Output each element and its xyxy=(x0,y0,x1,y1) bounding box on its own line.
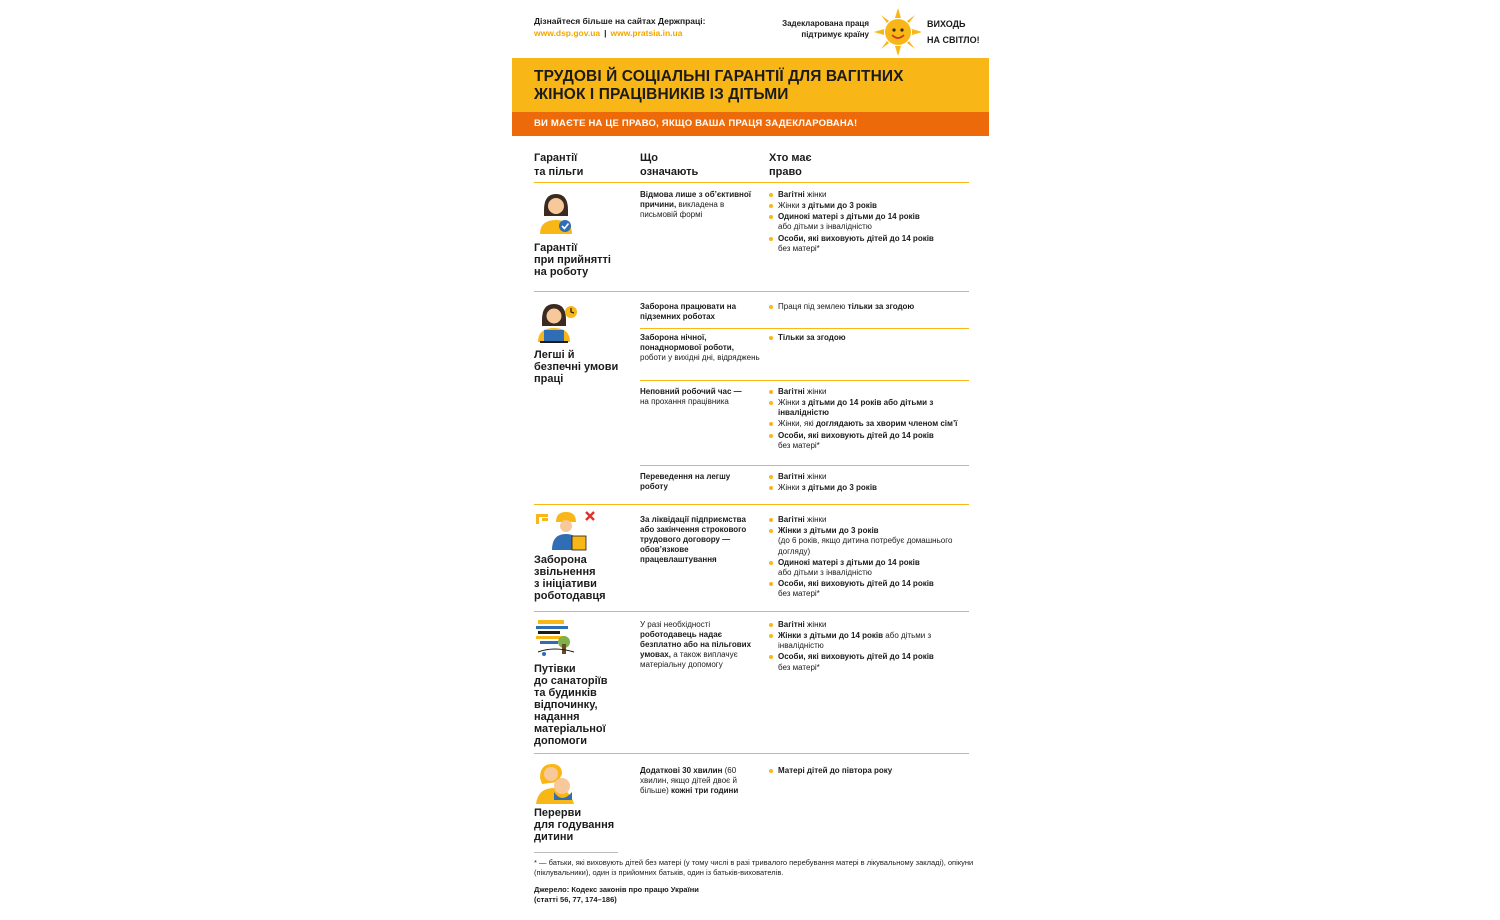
title-line: Гарантії xyxy=(534,242,578,254)
who-underground xyxy=(769,302,969,313)
link-dsp[interactable]: www.dsp.gov.ua xyxy=(534,28,601,38)
who-text: Жінки xyxy=(778,483,802,493)
list-item xyxy=(769,515,969,525)
who-feeding xyxy=(769,766,969,777)
link-pratsia[interactable]: www.pratsia.in.ua xyxy=(610,28,683,38)
desc-vouchers xyxy=(640,620,760,670)
desc-parttime xyxy=(640,387,760,407)
title-line-2: ЖІНОК І ПРАЦІВНИКІВ ІЗ ДІТЬМИ xyxy=(534,86,789,103)
subtitle-banner xyxy=(512,112,989,136)
column-header-guarantees xyxy=(534,152,583,179)
desc-bold: Відмова лише з об’єктивної причини, xyxy=(640,190,751,209)
column-header-who xyxy=(769,152,812,179)
dismissal-worker-icon xyxy=(534,508,598,552)
desc-dismissal: За ліквідації підприємства або закінчення строкового трудового договору — обов’язкове працевлаштування xyxy=(640,515,747,564)
title-line: Перерви xyxy=(534,807,582,819)
who-bold: Вагітні xyxy=(778,620,805,629)
list-item xyxy=(769,631,969,652)
desc-text: роботи у вихідні дні, відряджень xyxy=(640,353,760,362)
who-bold: з дітьми до 3 років xyxy=(801,201,877,211)
who-bold: тільки за згодою xyxy=(847,302,915,311)
links xyxy=(534,28,705,39)
who-text: без матері* xyxy=(778,243,820,253)
title-banner xyxy=(512,58,989,112)
who-bold: Вагітні xyxy=(778,515,805,524)
who-bold: доглядають за хворим членом сім’ї xyxy=(815,419,958,429)
sanatorium-voucher-icon xyxy=(534,616,578,660)
desc-text: а також виплачує матеріальну допомогу xyxy=(640,650,738,669)
divider xyxy=(534,753,969,754)
subtitle: ВИ МАЄТЕ НА ЦЕ ПРАВО, ЯКЩО ВАША ПРАЦЯ ЗАДЕКЛАРОВАНА! xyxy=(534,118,858,129)
list-item xyxy=(769,201,969,211)
section-title-conditions xyxy=(534,349,634,385)
section-title-feeding xyxy=(534,807,634,843)
title-line: матеріальної xyxy=(534,723,606,735)
list-item xyxy=(769,431,969,452)
list-item xyxy=(769,333,969,343)
info-block xyxy=(534,16,705,39)
who-bold: Вагітні xyxy=(778,190,805,199)
who-bold: Матері дітей до півтора року xyxy=(778,766,893,775)
title-line: на роботу xyxy=(534,266,589,278)
list-item xyxy=(769,234,969,255)
divider xyxy=(640,380,969,381)
sun-mascot-icon xyxy=(874,8,922,56)
column-header-meaning xyxy=(640,152,698,179)
title-line: безпечні умови xyxy=(534,361,619,373)
who-hiring xyxy=(769,190,969,255)
list-item xyxy=(769,387,969,397)
title-line: Легші й xyxy=(534,349,575,361)
title-line: звільнення xyxy=(534,566,596,578)
who-text: (до 6 років, якщо дитина потребує домашнього догляду) xyxy=(778,536,953,556)
title-line: з ініціативи xyxy=(534,578,597,590)
list-item xyxy=(769,212,969,233)
slogan-line-1: Задекларована праця xyxy=(782,19,869,28)
who-text: жінки xyxy=(804,190,827,199)
info-line: Дізнайтеся більше на сайтах Держпраці: xyxy=(534,16,706,26)
list-item xyxy=(769,526,969,557)
slogan xyxy=(744,18,869,40)
title-line: роботодавця xyxy=(534,590,606,602)
who-bold: Особи, які виховують дітей до 14 років xyxy=(778,579,934,589)
title-line: для годування xyxy=(534,819,615,831)
column-header-text: право xyxy=(769,165,802,178)
column-header-text: та пільги xyxy=(534,165,584,178)
who-bold: Одинокі матері з дітьми до 14 років xyxy=(778,212,920,222)
poster xyxy=(512,0,989,920)
woman-laptop-clock-icon xyxy=(534,300,578,344)
divider xyxy=(640,465,969,466)
who-text: Жінки xyxy=(778,201,802,211)
list-item xyxy=(769,419,969,429)
who-text: жінки xyxy=(804,387,827,396)
who-bold: Особи, які виховують дітей до 14 років xyxy=(778,233,934,243)
section-title-dismissal xyxy=(534,554,634,602)
footnote-divider xyxy=(534,852,618,853)
title-line: дитини xyxy=(534,831,574,843)
who-parttime xyxy=(769,387,969,452)
source-line-1: Джерело: Кодекс законів про працю України xyxy=(534,885,699,894)
desc-text: викладена в письмовій формі xyxy=(640,200,725,219)
footnote: * — батьки, які виховують дітей без матері (у тому числі в разі тривалого перебування матері в лікувальному закладі), опікуни (піклувальники), один із прийомних батьків, один із батьків-вихователів. xyxy=(534,858,974,877)
desc-lighter: Переведення на легшу роботу xyxy=(640,472,731,491)
who-text: Жінки xyxy=(778,398,802,408)
desc-hiring xyxy=(640,190,760,220)
desc-text: на прохання працівника xyxy=(640,397,729,406)
list-item xyxy=(769,620,969,630)
link-separator: | xyxy=(604,28,607,38)
desc-night xyxy=(640,333,760,363)
who-bold: Вагітні xyxy=(778,472,805,481)
desc-text: (60 хвилин, якщо дітей двоє й більше) xyxy=(640,766,737,795)
who-text: жінки xyxy=(804,515,827,524)
divider xyxy=(534,504,969,505)
who-text: жінки xyxy=(804,620,827,629)
who-text: або дітьми з інвалідністю xyxy=(778,568,872,578)
who-bold: Вагітні xyxy=(778,387,805,396)
list-item xyxy=(769,558,969,579)
list-item xyxy=(769,483,969,493)
desc-underground: Заборона працювати на підземних роботах xyxy=(640,302,737,321)
slogan-line-2: підтримує країну xyxy=(801,30,869,39)
title-line: при прийнятті xyxy=(534,254,611,266)
column-header-text: Що xyxy=(640,152,658,164)
who-bold: з дітьми до 3 років xyxy=(801,483,877,493)
title-line: Путівки xyxy=(534,663,576,675)
who-bold: Жінки з дітьми до 14 років xyxy=(778,631,884,641)
column-header-text: Гарантії xyxy=(534,152,578,164)
who-text: без матері* xyxy=(778,440,820,450)
who-bold: Тільки за згодою xyxy=(778,333,846,342)
who-lighter xyxy=(769,472,969,494)
who-text: Жінки, які xyxy=(778,419,816,429)
promo xyxy=(927,16,997,48)
title-line-1: ТРУДОВІ Й СОЦІАЛЬНІ ГАРАНТІЇ ДЛЯ ВАГІТНИХ xyxy=(534,68,904,85)
list-item xyxy=(769,579,969,600)
desc-feeding xyxy=(640,766,760,796)
who-text: без матері* xyxy=(778,662,820,672)
divider xyxy=(640,328,969,329)
section-title-hiring xyxy=(534,242,634,278)
who-text: або дітьми з інвалідністю xyxy=(778,222,872,232)
title-line: відпочинку, xyxy=(534,699,598,711)
who-text: жінки xyxy=(804,472,827,481)
who-bold: Одинокі матері з дітьми до 14 років xyxy=(778,557,920,567)
header xyxy=(534,16,989,56)
list-item xyxy=(769,766,969,776)
divider xyxy=(534,291,969,292)
list-item xyxy=(769,652,969,673)
column-header-text: Хто має xyxy=(769,152,812,164)
who-bold: Жінки з дітьми до 3 років xyxy=(778,526,879,536)
woman-check-icon xyxy=(534,190,578,234)
promo-line-2: НА СВІТЛО! xyxy=(927,35,980,45)
column-header-text: означають xyxy=(640,165,699,178)
mother-baby-icon xyxy=(534,760,578,804)
desc-bold: Заборона нічної, понаднормової роботи, xyxy=(640,333,734,352)
who-text: без матері* xyxy=(778,589,820,599)
who-bold: Особи, які виховують дітей до 14 років xyxy=(778,430,934,440)
desc-bold: Неповний робочий час — xyxy=(640,387,742,396)
who-bold: Особи, які виховують дітей до 14 років xyxy=(778,652,934,662)
title-line: допомоги xyxy=(534,735,587,747)
desc-bold: роботодавець надає безплатно або на пільгових умовах, xyxy=(640,630,752,659)
divider xyxy=(534,182,969,183)
title-line: до санаторіїв xyxy=(534,675,608,687)
section-title-vouchers xyxy=(534,663,634,747)
who-vouchers xyxy=(769,620,969,674)
who-night xyxy=(769,333,969,344)
title-line: праці xyxy=(534,373,564,385)
list-item xyxy=(769,398,969,419)
title-line: Заборона xyxy=(534,554,587,566)
promo-line-1: ВИХОДЬ xyxy=(927,19,966,29)
who-text: або дітьми з інвалідністю xyxy=(778,631,932,651)
title-line: та будинків xyxy=(534,687,597,699)
who-text: Праця під землею xyxy=(778,302,848,311)
desc-text: У разі необхідності xyxy=(640,620,711,629)
page-title xyxy=(534,68,967,104)
title-line: надання xyxy=(534,711,580,723)
who-dismissal xyxy=(769,515,969,601)
list-item xyxy=(769,302,969,312)
source-line-2: (статті 56, 77, 174–186) xyxy=(534,894,617,904)
list-item xyxy=(769,190,969,200)
desc-bold: Додаткові 30 хвилин xyxy=(640,766,723,775)
list-item xyxy=(769,472,969,482)
who-bold: з дітьми до 14 років або дітьми з інвалідністю xyxy=(778,398,934,418)
source xyxy=(534,885,834,905)
desc-bold: кожні три години xyxy=(670,786,739,795)
divider xyxy=(534,611,969,612)
